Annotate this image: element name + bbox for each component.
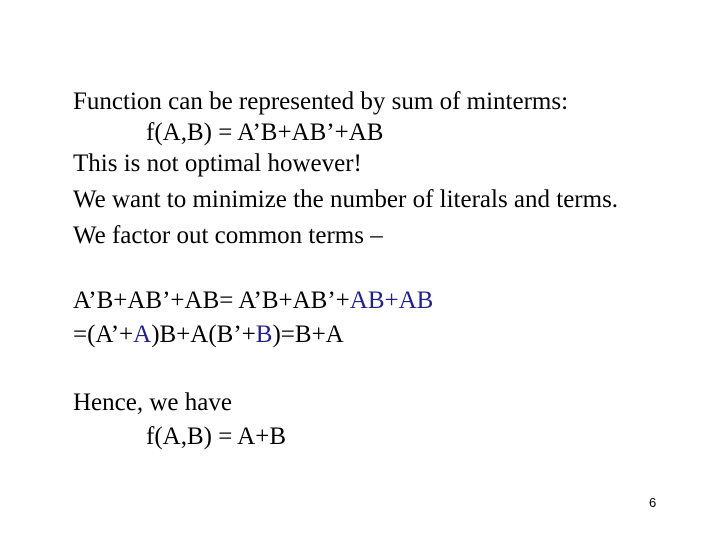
equation-minterms: f(A,B) = A’B+AB’+AB — [146, 119, 384, 146]
text-line-factor-out: We factor out common terms – — [73, 222, 383, 249]
text-line-hence: Hence, we have — [73, 389, 232, 416]
page-number: 6 — [649, 495, 657, 510]
equation-expansion-part: A’B+AB’+AB= A’B+AB’+ — [73, 287, 350, 314]
equation-expansion — [73, 286, 433, 316]
text-line-minimize: We want to minimize the number of literals and terms. — [73, 186, 619, 213]
text-line-function-minterms: Function can be represented by sum of minterms: — [73, 88, 569, 115]
equation-simplification-highlight-a: A — [133, 321, 152, 348]
equation-simplification-highlight-b: B — [255, 321, 273, 348]
equation-simplification-part: )B+A(B’+ — [151, 321, 256, 348]
equation-expansion-highlight: AB+AB — [349, 287, 434, 314]
equation-simplification-part: )=B+A — [272, 321, 344, 348]
text-line-not-optimal: This is not optimal however! — [73, 150, 362, 177]
equation-simplification-part: =(A’+ — [73, 321, 134, 348]
equation-simplification — [73, 320, 344, 350]
equation-result: f(A,B) = A+B — [146, 423, 287, 450]
